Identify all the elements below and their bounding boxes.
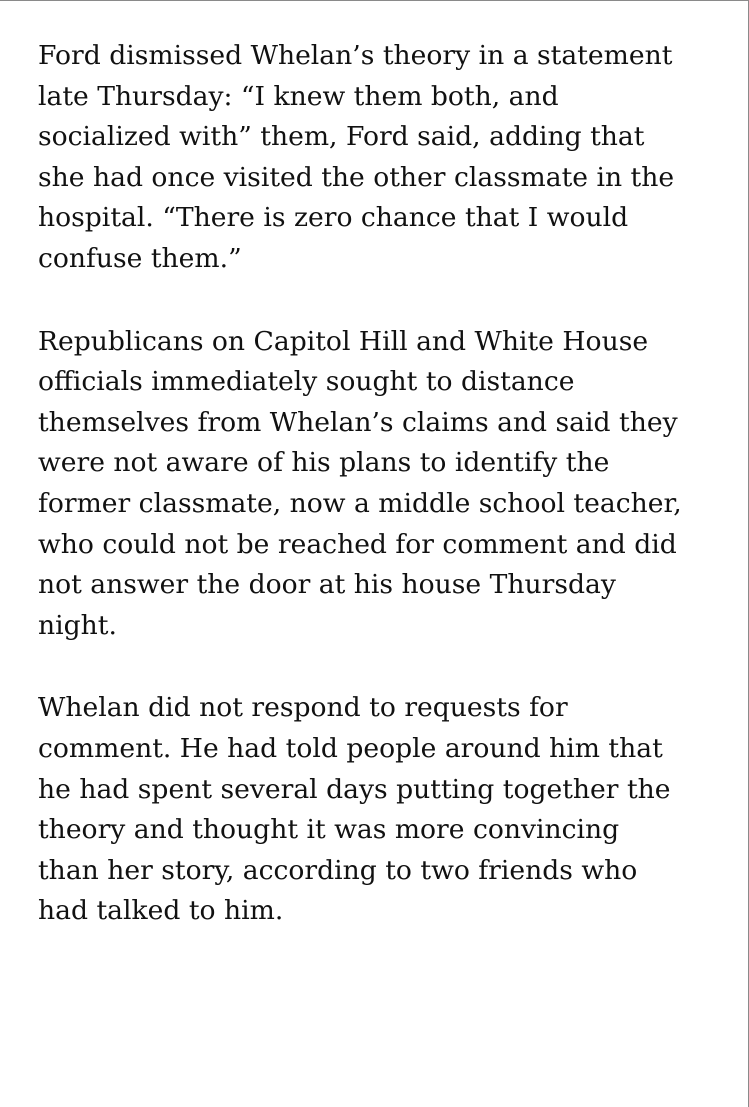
text-line: themselves from Whelan’s claims and said they	[38, 406, 678, 438]
text-line: were not aware of his plans to identify the	[38, 447, 610, 479]
text-line: theory and thought it was more convincing	[38, 814, 620, 846]
text-line: former classmate, now a middle school teacher,	[38, 487, 682, 519]
text-line: Whelan did not respond to requests for	[38, 692, 568, 724]
text-line: she had once visited the other classmate in the	[38, 161, 675, 193]
paragraph-ford-statement	[38, 36, 718, 280]
text-line: Republicans on Capitol Hill and White House	[38, 325, 649, 357]
text-line: not answer the door at his house Thursday	[38, 569, 616, 601]
text-line: late Thursday: “I knew them both, and	[38, 80, 559, 112]
text-line: had talked to him.	[38, 895, 284, 927]
paragraph-whelan-no-response	[38, 688, 718, 932]
text-line: night.	[38, 609, 117, 641]
text-line: than her story, according to two friends who	[38, 854, 638, 886]
text-line: hospital. “There is zero chance that I would	[38, 202, 629, 234]
text-line: confuse them.”	[38, 242, 242, 274]
paragraph-republicans-distance	[38, 322, 718, 647]
text-line: socialized with” them, Ford said, adding that	[38, 121, 645, 153]
article-body	[38, 36, 718, 974]
text-line: who could not be reached for comment and did	[38, 528, 677, 560]
text-line: comment. He had told people around him that	[38, 732, 663, 764]
text-line: Ford dismissed Whelan’s theory in a statement	[38, 40, 673, 71]
text-line: he had spent several days putting together the	[38, 773, 671, 805]
text-line: officials immediately sought to distance	[38, 366, 575, 398]
